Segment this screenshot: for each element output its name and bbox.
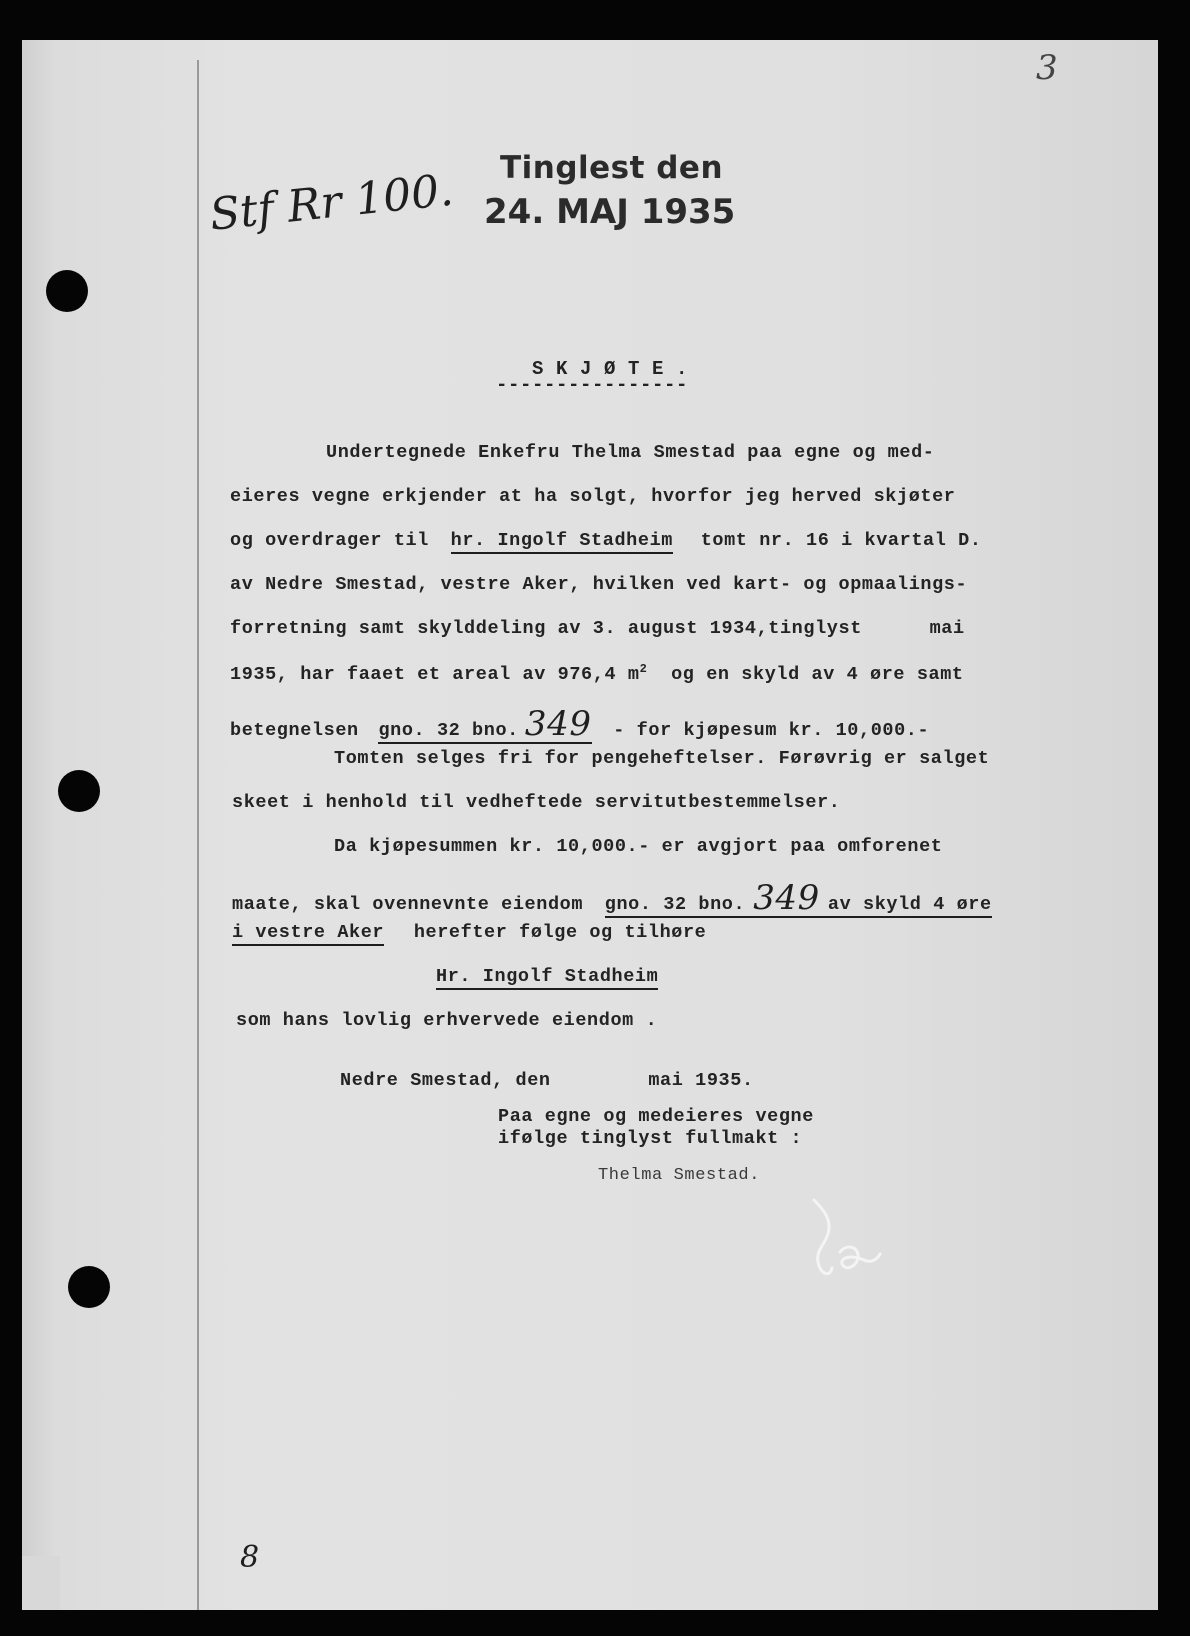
text-line [232,922,706,943]
place-text: Nedre Smestad, den [340,1070,551,1091]
handwritten-reference: Stf Rr 100. [207,164,456,241]
document-page [22,40,1158,1610]
signature-authority-line: Paa egne og medeieres vegne [498,1106,814,1127]
text-segment: gno. 32 bno. [378,720,519,741]
text-segment: maate, skal ovennevnte eiendom [232,894,584,915]
text-segment: av skyld 4 øre [827,894,992,915]
text-line: Undertegnede Enkefru Thelma Smestad paa egne og med- [326,442,935,463]
page-edge-tab [22,1556,60,1610]
text-line: av Nedre Smestad, vestre Aker, hvilken ved kart- og opmaalings- [230,574,968,595]
handwritten-bno: 349 [753,878,820,918]
handwritten-bno: 349 [524,704,592,744]
text-line [230,530,982,551]
buyer-name-underlined: hr. Ingolf Stadheim [451,530,673,554]
text-segment: og overdrager til [230,530,429,551]
property-id-underlined [604,878,992,918]
buyer-name-underlined: Hr. Ingolf Stadheim [436,966,658,990]
title-underline: ---------------- [496,374,689,396]
typed-signatory-name: Thelma Smestad. [598,1166,761,1185]
text-line: Tomten selges fri for pengeheftelser. Førøvrig er salget [334,748,990,769]
text-line: skeet i henhold til vedheftede servitutbestemmelser. [232,792,841,813]
text-line [232,878,992,918]
text-segment: 1935, har faaet et areal av 976,4 m [230,664,640,686]
place-line [340,1070,754,1091]
text-segment: og en skyld av 4 øre samt [671,664,964,686]
margin-note: 8 [240,1540,260,1575]
margin-line [197,60,199,1610]
text-line [230,704,929,744]
text-line [230,662,964,685]
text-segment: tomt nr. 16 i kvartal D. [700,530,982,551]
text-line [436,966,658,987]
text-line: Da kjøpesummen kr. 10,000.- er avgjort paa omforenet [334,836,943,857]
registration-stamp-heading: Tinglest den [500,150,724,186]
text-line [230,618,965,639]
municipality-underlined: i vestre Aker [232,922,384,946]
text-line: eieres vegne erkjender at ha solgt, hvorfor jeg herved skjøter [230,486,956,507]
text-segment: gno. 32 bno. [604,894,746,915]
signature-authority-line: ifølge tinglyst fullmakt : [498,1128,803,1149]
page-number: 3 [1036,48,1058,88]
property-id-underlined [378,704,592,744]
punch-hole [58,770,100,812]
text-line: som hans lovlig erhvervede eiendom . [236,1010,658,1031]
document-title: S K J Ø T E . [532,358,689,380]
handwritten-signature [802,1188,892,1288]
text-segment: forretning samt skylddeling av 3. august 1934,tinglyst [230,618,862,639]
text-segment: - for kjøpesum kr. 10,000.- [613,720,930,741]
punch-hole [68,1266,110,1308]
text-segment: mai [929,618,965,639]
superscript: 2 [639,662,648,676]
punch-hole [46,270,88,312]
text-segment: herefter følge og tilhøre [413,922,707,943]
registration-stamp-date: 24. MAJ 1935 [484,192,736,232]
text-segment: betegnelsen [230,720,359,741]
date-text: mai 1935. [648,1070,754,1091]
